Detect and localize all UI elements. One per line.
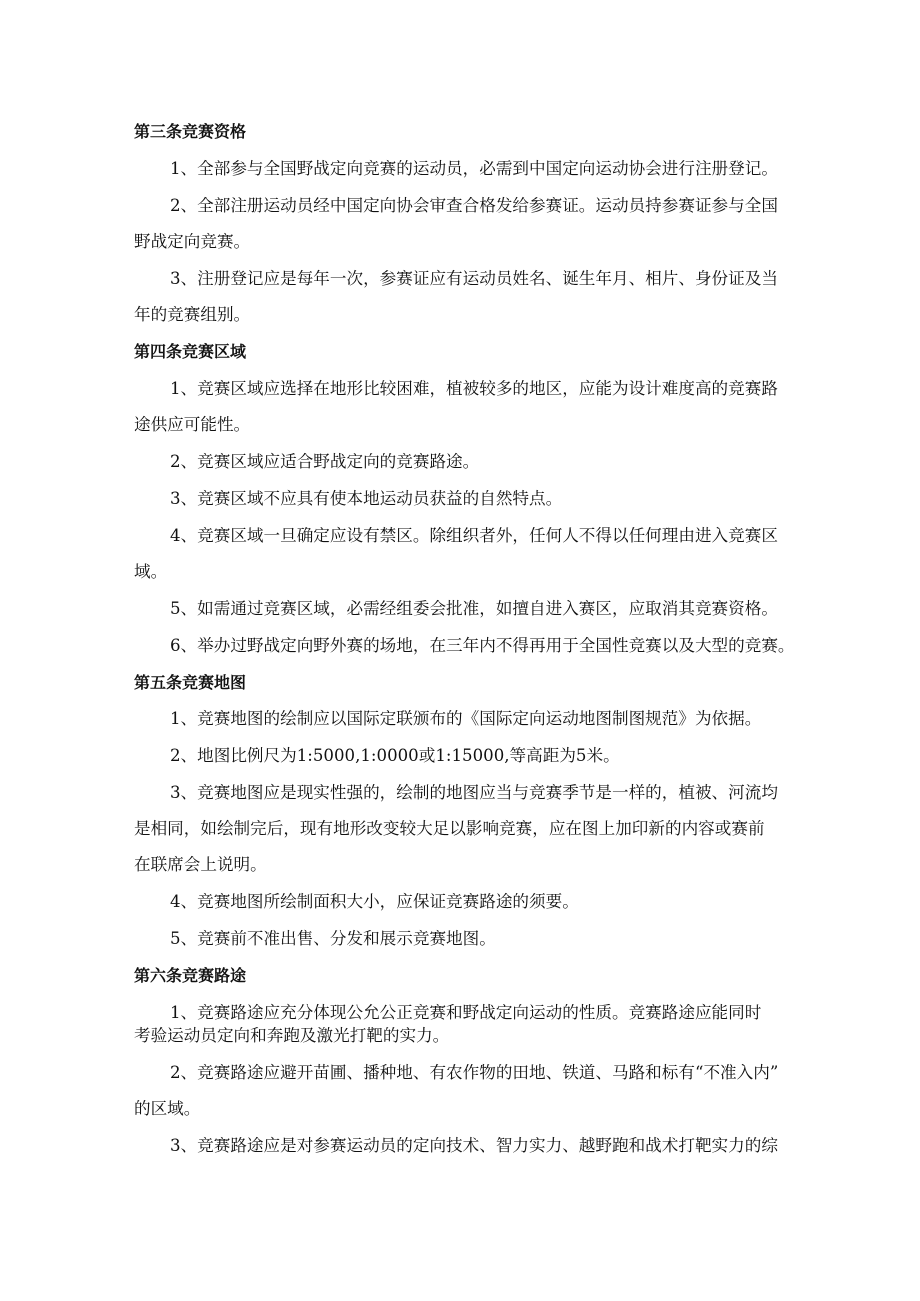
paragraph-line: 2、竞赛路途应避开苗圃、播种地、有农作物的田地、铁道、马路和标有“不准入内”: [170, 1063, 779, 1082]
paragraph-line: 1、竞赛区域应选择在地形比较困难，植被较多的地区，应能为设计难度高的竞赛路: [170, 379, 778, 398]
paragraph-line: 的区域。: [134, 1099, 201, 1118]
paragraph-line: 1、竞赛路途应充分体现公允公正竞赛和野战定向运动的性质。竞赛路途应能同时: [170, 1003, 762, 1022]
paragraph-line: 野战定向竞赛。: [134, 232, 251, 251]
paragraph-line: 5、竞赛前不准出售、分发和展示竞赛地图。: [170, 929, 496, 948]
paragraph-line: 1、竞赛地图的绘制应以国际定联颁布的《国际定向运动地图制图规范》为依据。: [170, 709, 762, 728]
section-heading-3: 第三条竞赛资格: [134, 122, 247, 141]
paragraph-line: 3、竞赛区域不应具有使本地运动员获益的自然特点。: [170, 489, 563, 508]
paragraph-line: 在联席会上说明。: [134, 855, 267, 874]
section-heading-5: 第五条竞赛地图: [134, 673, 247, 692]
paragraph-line: 途供应可能性。: [134, 415, 251, 434]
section-heading-6: 第六条竞赛路途: [134, 966, 247, 985]
section-heading-4: 第四条竞赛区域: [134, 342, 247, 361]
paragraph-line: 4、竞赛区域一旦确定应设有禁区。除组织者外，任何人不得以任何理由进入竞赛区: [170, 526, 778, 545]
paragraph-line: 3、竞赛路途应是对参赛运动员的定向技术、智力实力、越野跑和战术打靶实力的综: [170, 1136, 778, 1155]
paragraph-line: 5、如需通过竞赛区域，必需经组委会批准，如擅自进入赛区，应取消其竞赛资格。: [170, 599, 778, 618]
paragraph-line: 2、全部注册运动员经中国定向协会审查合格发给参赛证。运动员持参赛证参与全国: [170, 196, 778, 215]
paragraph-line: 3、注册登记应是每年一次，参赛证应有运动员姓名、诞生年月、相片、身份证及当: [170, 269, 778, 288]
paragraph-line: 2、地图比例尺为1:5000,1:0000或1:15000,等高距为5米。: [170, 746, 620, 765]
paragraph-line: 域。: [134, 562, 168, 581]
paragraph-line: 年的竞赛组别。: [134, 305, 251, 324]
paragraph-line: 3、竞赛地图应是现实性强的，绘制的地图应当与竞赛季节是一样的，植被、河流均: [170, 783, 778, 802]
paragraph-line: 6、举办过野战定向野外赛的场地，在三年内不得再用于全国性竞赛以及大型的竞赛。: [170, 636, 795, 655]
paragraph-line: 考验运动员定向和奔跑及激光打靶的实力。: [134, 1026, 450, 1045]
paragraph-line: 2、竞赛区域应适合野战定向的竞赛路途。: [170, 452, 480, 471]
paragraph-line: 是相同，如绘制完后，现有地形改变较大足以影响竞赛，应在图上加印新的内容或赛前: [134, 819, 765, 838]
paragraph-line: 4、竞赛地图所绘制面积大小，应保证竞赛路途的须要。: [170, 892, 579, 911]
paragraph-line: 1、全部参与全国野战定向竞赛的运动员，必需到中国定向运动协会进行注册登记。: [170, 159, 778, 178]
